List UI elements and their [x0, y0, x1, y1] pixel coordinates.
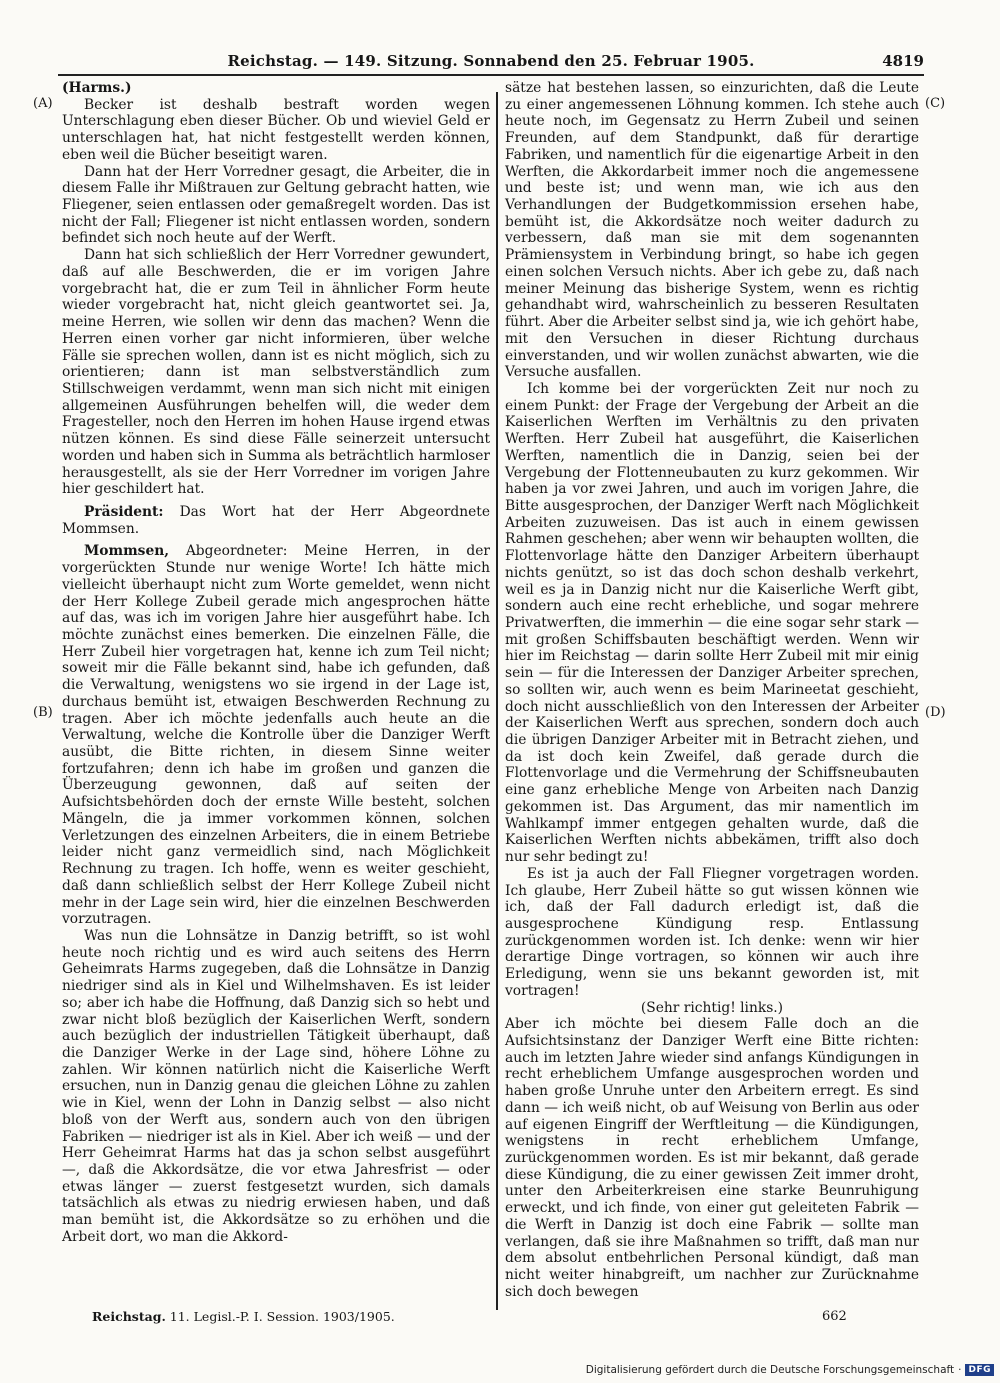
page-number: 4819	[882, 52, 924, 70]
speaker-president: Präsident:	[84, 503, 164, 520]
header-title: Reichstag. — 149. Sitzung. Sonnabend den 25. Februar 1905.	[227, 52, 755, 70]
credit-text: Digitalisierung gefördert durch die Deutsche Forschungsgemeinschaft	[585, 1364, 955, 1376]
margin-marker-c: (C)	[925, 96, 946, 111]
paragraph: sätze hat bestehen lassen, so einzurichten, daß die Leute zu einer angemessenen Löhnung kommen. Ich stehe auch heute noch, im Gegensatz zu Herrn Zubeil und seinen Freunden, auf dem Standpunkt, daß für derartige Fabriken, und namentlich für die eigenartige Arbeit in den Werften, die Akkordarbeit immer noch die angemessene und beste ist; und wenn man, wie ich aus den Verhandlungen der Budgetkommission ersehen habe, bemüht ist, die Akkordsätze noch weiter dadurch zu verbessern, daß man sie mit dem sogenannten Prämiensystem in Verbindung bringt, so habe ich gegen einen solchen Versuch nichts. Aber ich gebe zu, daß nach meiner Meinung das bisherige System, wenn es richtig gehandhabt wird, wahrscheinlich zu besseren Resultaten führt. Aber die Arbeiter selbst sind ja, wie ich gehört habe, mit den Versuchen in dieser Richtung durchaus einverstanden, und wir wollen zunächst abwarten, wie die Versuche ausfallen.	[505, 80, 919, 381]
president-statement: Präsident: Das Wort hat der Herr Abgeordnete Mommsen.	[62, 503, 490, 537]
speaker-mommsen: Mommsen,	[84, 543, 170, 560]
paragraph: Was nun die Lohnsätze in Danzig betrifft, so ist wohl heute noch richtig und es wird auch seitens des Herrn Geheimrats Harms zugegeben, daß die Lohnsätze in Danzig niedriger sind als in Kiel und Wilhelmshaven. Es ist leider so; aber ich habe die Hoffnung, daß Danzig sich so hebt und zwar nicht bloß bezüglich der Kaiserlichen Werft, sondern auch bezüglich der industriellen Tätigkeit überhaupt, daß die Danziger Werke in der Lage sind, höhere Löhne zu zahlen. Wir können natürlich nicht die Kaiserliche Werft ersuchen, nun in Danzig genau die gleichen Löhne zu zahlen wie in Kiel, wenn der Lohn in Danzig selbst — also nicht bloß von der Werft aus, sondern auch von den übrigen Fabriken — niedriger ist als in Kiel. Aber ich weiß — und der Herr Geheimrat Harms hat das ja schon selbst ausgeführt —, daß die Akkordsätze, die vor etwa Jahresfrist — oder etwas länger — zuerst festgesetzt wurden, sich damals tatsächlich als etwas zu niedrig erwiesen haben, und daß man bemüht ist, die Akkordsätze so zu erhöhen und die Arbeit dort, wo man die Akkord-	[62, 927, 490, 1245]
paragraph: Becker ist deshalb bestraft worden wegen Unterschlagung eben dieser Bücher. Ob und wieviel Geld er unterschlagen hat, hat nicht festgestellt werden können, eben weil die Bücher beseitigt waren.	[62, 96, 490, 163]
margin-marker-d: (D)	[925, 705, 946, 720]
dfg-logo-icon: DFG	[965, 1364, 994, 1376]
paragraph: Dann hat sich schließlich der Herr Vorredner gewundert, daß auf alle Beschwerden, die er im vorigen Jahre vorgebracht hat, die er zum Teil in ähnlicher Form heute wieder vorgebracht hat, nicht gleich geantwortet sei. Ja, meine Herren, wie sollen wir denn das machen? Wenn die Herren einen vorher gar nicht informieren, über welche Fälle sie sprechen wollen, dann ist es nicht möglich, sich zu orientieren; dann ist man selbstverständlich zum Stillschweigen verdammt, wenn man sich nicht mit einigen allgemeinen Ausführungen behelfen will, die weder dem Fragesteller, noch den Herren im hohen Hause irgend etwas nützen können. Es sind diese Fälle seinerzeit untersucht worden und haben sich in Summa als beträchtlich harmloser herausgestellt, als sie der Herr Vorredner im vorigen Jahre hier geschildert hat.	[62, 247, 490, 498]
paragraph: Aber ich möchte bei diesem Falle doch an die Aufsichtsinstanz der Danziger Werft eine Bitte richten: auch im letzten Jahre wieder sind anfangs Kündigungen in recht erheblichem Umfange ausgesprochen worden und haben große Unruhe unter den Arbeitern erregt. Es sind dann — ich weiß nicht, ob auf Weisung von Berlin aus oder auf eigenen Eingriff der Werftleitung — die Kündigungen, wenigstens in recht erheblichem Umfange, zurückgenommen worden. Es ist mir bekannt, daß gerade diese Kündigung, die zu einer gewissen Zeit immer droht, unter den Arbeiterkreisen eine starke Beunruhigung erweckt, und ich finde, von einer gut geleiteten Fabrik — die Werft in Danzig ist doch eine Fabrik — sollte man verlangen, daß sie ihre Maßnahmen so trifft, daß man nur dem absolut entbehrlichen Personal kündigt, daß man nicht weiter hinabgreift, um nachher zur Zurücknahme sich doch bewegen	[505, 1016, 919, 1300]
margin-marker-a: (A)	[33, 96, 53, 111]
footer-session-info: Reichstag. 11. Legisl.-P. I. Session. 1903/1905.	[92, 1309, 395, 1324]
paragraph: Es ist ja auch der Fall Fliegner vorgetragen worden. Ich glaube, Herr Zubeil hätte so gut wissen können wie ich, daß der Fall dadurch erledigt ist, daß die ausgesprochene Kündigung resp. Entlassung zurückgenommen worden ist. Ich denke: wenn wir hier derartige Dinge vortragen, so können wir auch ihre Erledigung, wenn sie uns bekannt geworden ist, mit vortragen!	[505, 865, 919, 999]
sheet-number: 662	[822, 1309, 847, 1324]
margin-marker-b: (B)	[33, 705, 53, 720]
paragraph: Dann hat der Herr Vorredner gesagt, die Arbeiter, die in diesem Falle ihr Mißtrauen zur Geltung gebracht hatten, wie Fliegener, seien entlassen oder gemaßregelt worden. Das ist nicht der Fall; Fliegener ist nicht entlassen worden, sondern befindet sich noch heute auf der Werft.	[62, 163, 490, 247]
speaker-continued: (Harms.)	[62, 80, 132, 96]
paragraph: Ich komme bei der vorgerückten Zeit nur noch zu einem Punkt: der Frage der Vergebung der Arbeit an die Kaiserlichen Werften im Verhältnis zu den privaten Werften. Herr Zubeil hat ausgeführt, die Kaiserlichen Werften, namentlich die in Danzig, seien bei der Vergebung der Flottenneubauten zu kurz gekommen. Wir haben ja vor zwei Jahren, und auch im vorigen Jahre, die Bitte ausgesprochen, der Danziger Werft nach Möglichkeit Arbeiten zuzuweisen. Das ist auch in einem gewissen Rahmen geschehen; aber wenn wir behaupten wollten, die Flottenvorlage hätte den Danziger Arbeitern überhaupt nichts genützt, so ist das doch schon deshalb verkehrt, weil es ja in Danzig nicht nur die Kaiserliche Werft gibt, sondern auch eine recht erhebliche, und sogar mehrere Privatwerften, die immerhin — die eine sogar sehr stark — mit großen Schiffsbauten beschäftigt werden. Wenn wir hier im Reichstag — darin sollte Herr Zubeil mit mir einig sein — für die Interessen der Danziger Arbeiter sprechen, so sollten wir, auch wenn es beim Marineetat geschieht, doch nicht ausschließlich von den Interessen der Arbeiter der Kaiserlichen Werft aus sprechen, sondern doch auch die übrigen Danziger Arbeiter mit in Betracht ziehen, und da ist doch kein Zweifel, daß gerade durch die Flottenvorlage und die Vermehrung der Schiffsneubauten eine ganz erhebliche Menge von Arbeiten nach Danzig gekommen ist. Das Argument, das mir namentlich im Wahlkampf immer entgegen gehalten wurde, daß die Kaiserlichen Werften nichts abbekämen, trifft also doch nur sehr bedingt zu!	[505, 380, 919, 866]
left-column	[62, 80, 490, 1246]
credit-separator: ·	[958, 1364, 962, 1376]
right-column	[505, 80, 919, 1300]
page-header	[58, 50, 924, 76]
digitization-credit	[586, 1361, 994, 1379]
column-divider	[496, 92, 498, 1310]
mommsen-speech: Mommsen, Abgeordneter: Meine Herren, in der vorgerückten Stunde nur wenige Worte! Ich hätte mich vielleicht überhaupt nicht zum Worte gemeldet, wenn nicht der Herr Kollege Zubeil gerade mich angesprochen hätte auf das, was ich im vorigen Jahre hier ausgeführt habe. Ich möchte zunächst eines bemerken. Die einzelnen Fälle, die Herr Zubeil hier vorgetragen hat, kenne ich zum Teil nicht; soweit mir die Fälle bekannt sind, habe ich gefunden, daß die Verwaltung, wenigstens wo sie irgend in der Lage ist, durchaus bemüht ist, etwaigen Beschwerden Rechnung zu tragen. Aber ich möchte jedenfalls auch heute an die Verwaltung, welche die Kontrolle über die Danziger Werft ausübt, die Bitte richten, in diesem Sinne weiter fortzufahren; denn ich habe im großen und ganzen die Überzeugung gewonnen, daß auf seiten der Aufsichtsbehörden doch der ernste Wille besteht, solchen Mängeln, die ja immer vorkommen können, solchen Verletzungen des einzelnen Arbeiters, die in einem Betriebe leider nicht ganz vermeidlich sind, nach Möglichkeit Rechnung zu tragen. Ich hoffe, wenn es weiter geschieht, daß dann schließlich selbst der Herr Kollege Zubeil nicht mehr in der Lage sein wird, hier die einzelnen Beschwerden vorzutragen.	[62, 543, 490, 928]
interjection: (Sehr richtig! links.)	[640, 999, 784, 1016]
